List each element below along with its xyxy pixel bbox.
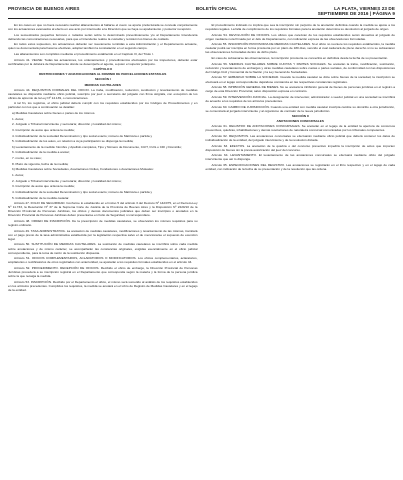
paragraph: Las allanamientos son cumplidos mediante el procedimiento establecido en el Capítulo III, del Título I. (14, 52, 154, 57)
page-header (8, 6, 395, 19)
list-item: 5. Individualización de la medida cautelar. (12, 195, 70, 200)
list-item: 6. Individualización de la medida a anotar; (12, 150, 70, 155)
paragraph: Artículo 60. CAMBIO DE JURISDICCIÓN. Cuando una entidad con medida cautelar inscripta cambie su domicilio a otra jurisdicción, se comunicará al juzgado interviniente y al organismo de contralor de la nueva jurisdicción. (205, 104, 395, 113)
paragraph: En todos estos supuestos, los actuaciones deberán ser nuevamente remitidas a esta Administración y el Departamento actuante, quien se documentará para hacerse efectivas, adoptar también la constatación en el segundo campo. (8, 42, 198, 51)
left-column (8, 23, 198, 293)
list-item: 4. Individualización de la sociedad Denominación y tipo social exacto; número de Matrícula o partida y (12, 189, 152, 194)
list-item: 1. Autos; (12, 116, 25, 121)
paragraph: Artículo 59. INTERVENCIÓN JUDICIAL. La designación de interventor, administrador o veedor judicial en una sociedad se inscribirá de acuerdo a los requisitos de los artículos precedentes. (205, 94, 395, 103)
list-item: 3. Inscripción de autos que ordena la medida; (12, 184, 75, 189)
paragraph: Artículo 65. ESPECIFICACIONES DEL REGISTRO. Las anotaciones se registrarán en el libro respectivo y en el legajo de cada entidad, con indicación de la fecha de su presentación y de la resolución que las ordena. (205, 163, 395, 172)
header-province: PROVINCIA DE BUENOS AIRES (8, 6, 80, 11)
section-heading: MEDIDAS CAUTELARES (84, 82, 121, 87)
list-item: b) Medidas Cautelares sobre Sociedades, Asociaciones Civiles, Fundaciones o Asociaciones Mutuales: (12, 167, 154, 172)
section-heading: ANOTACIONES CONCURSALES (276, 119, 324, 124)
paragraph: Artículo 50. SUSTITUCIÓN DE MEDIDAS CAUTELARES. La sustitución de medidas cautelares se inscribirá sobre cada medida sobre anotaciones y de mismo carácter, se acompañarán las constancias originales, exigidas esencialmente en el oficio judicial correspondiente, para la toma de razón de la sustitución dispuesta. (8, 242, 198, 255)
section-heading: SECCIÓN II (291, 114, 309, 119)
paragraph: Artículo 61. REGISTRO DE ANOTACIONES CONCURSALES. Se anotarán en el legajo de la entidad la apertura de concursos preventivos, quiebras, inhabilitaciones y demás resoluciones de naturaleza concursal comunicadas por los tribunales competentes. (205, 124, 395, 133)
paragraph: Artículo 49. TASA ADMINISTRATIVA. La anotación de medidas cautelares, modificaciones y levantamiento de las mismas, tramitará con el pago previo de la tasa administrativa establecida por la legislación respectiva salvo el de mencionarse el supuesto de exención legal. (8, 228, 198, 241)
list-item: 7. monto, en su caso; (12, 156, 42, 161)
paragraph: Artículo 54. DEVOLUCIÓN DE OFICIOS. Los oficios que carezcan de los requisitos establecidos serán devueltos al juzgado de origen mediante nota firmada por el Jefe de Departamento, con indicación expresa de las observaciones formuladas. (205, 32, 395, 41)
list-item: 2. Juzgado o Tribunal interviniente y secretaría; dirección y localidad del mismo; (12, 122, 122, 127)
paragraph: Artículo 64. LEVANTAMIENTO. El levantamiento de las anotaciones concursales se efectuará mediante oficio del juzgado interviniente que así lo disponga. (205, 153, 395, 162)
body-columns (8, 23, 395, 293)
list-item: 2. Juzgado o Tribunal interviniente y secretaría; dirección y localidad del mismo; (12, 178, 122, 183)
paragraph: Artículo 63. EFECTOS. La anotación de la quiebra o del concurso preventivo impedirá la inscripción de actos que importen disposición de bienes sin la previa autorización del juez del concurso. (205, 143, 395, 152)
paragraph: En los casos en que no fuera necesario realizar allanamientos al hallarse el cuest. se aporte prefecturada se concede conjuntamente con los actuaciones evacuados al efecto en ese acto por intermedio a la Dirección que se haya su apodamiento y posterior recepción. (8, 23, 198, 32)
paragraph: Artículo 41. VEASE: Todas las actuaciones, los ordenamientos y procedimientos efectuados por los inspectores, deberán estar certificadas por la Jefatura de Departamento donde se desempeñe el agente, a quien el superior jerárquico. (8, 57, 198, 66)
paragraph: Artículo 44. REQUISITOS FORMALES DEL OFICIO. La traba, modificación, reducción, sustitución y levantamiento de medidas cautelares se dispondrá mediante oficio judicial, suscripto por juez o secretario del juzgado con firma ológrafa, con excepción de los oficios de apremio de la Ley Nº 14.139, o comunicaciones. (8, 87, 198, 100)
list-item: 1. Autos; (12, 173, 25, 178)
paragraph: En caso de subsanarse las observaciones, la inscripción provisoria se convertirá en definitiva desde la fecha de su presentación. (211, 56, 389, 61)
list-item: 8. Plazo de vigencia, fecha de la medida; (12, 161, 69, 166)
paragraph: A tal fin, los registros, el oficio judicial deberá cumplir con los requisitos establecidos por los Códigos de Procedimientos y en particular con los que a continuación se detallan: (8, 101, 198, 110)
paragraph: Artículo 62. REQUISITOS. Las anotaciones concursales se efectuarán mediante oficio judicial que deberá contener los datos de individualización de la entidad, del juzgado interviniente y de la resolución dictada. (205, 134, 395, 143)
paragraph: Artículo 47. FOLIO DE SEGURIDAD. Conforme lo establecido en el inciso 5 del artículo 3 del Decreto Nº 1423/75, en el Decreto-Ley Nº 11.733, la Resolución Nº 37 de la Suprema Corte de Justicia de la Provincia de Buenos Aires y la Disposición Nº 2220/10 de la Dirección Provincial de Personas Jurídicas, los oficios y demás documentos judiciales que deben ser inscriptos o anotados en la Dirección Provincial de Personas Jurídicas deben presentarse en Folio de Seguridad, si correspondiere. (8, 201, 198, 218)
list-item: 5. Individualización de los autos, en relación a cuya participación se disponga la medida; (12, 139, 134, 144)
paragraph: El procedimiento indicado no implica que sea la inscripción sin perjuicio de la anotación definitiva cuando la medida se ajuste a los requisitos legales. La falta de cumplimiento de los requisitos formales para la anotación determina su devolución al juzgado de origen. (205, 23, 395, 32)
paragraph: Artículo 56. MEDIDAS CAUTELARES SOBRE CUOTAS Y PARTES SOCIALES. Se anotarán la traba, modificación, sustitución, reducción y levantamiento de embargos y otras medidas cautelares sobre cuotas o partes sociales, de conformidad con las disposiciones del Código Civil y Comercial de la Nación y la Ley General de Sociedades. (205, 61, 395, 74)
section-heading: CAPÍTULO II (93, 67, 112, 72)
paragraph: Artículo 53. INSCRIPCIÓN. Recibido por el Departamento el oficio, el mismo será sometido al análisis de los requisitos establecidos en los artículos precedentes. Cumplidos los requisitos, la medida se anotará en el Libro de Registro de Medidas Cautelares y en el legajo de la entidad. (8, 279, 198, 292)
right-column (206, 23, 396, 293)
paragraph: Artículo 58. INHIBICIÓN GENERAL DE BIENES. No se anotará la inhibición general de bienes de personas jurídicas en el registro a cargo de esta Dirección Provincial, salvo disposición expresa en contrario. (205, 85, 395, 94)
paragraph: Artículo 52. PROCEDIMIENTO. RECEPCIÓN DE OFICIOS. Recibido el oficio de embargo, la Dirección Provincial de Personas Jurídicas procederá a su inscripción registral en el Departamento que corresponda según la materia y la forma de la persona jurídica sobre la que recaiga la medida. (8, 265, 198, 278)
list-item: a) Medidas Cautelares sobre bienes o partes de los mismos. (12, 111, 96, 115)
section-heading: RESTRICCIONES Y ADJUDICACIONES AL DOMINIO DE PARCELACIONES ESTATALES (39, 72, 167, 77)
section-heading: SECCIÓN I (94, 77, 111, 82)
list-item: 4. Individualización de la sociedad Denominación y tipo social exacto; número de Matrícula o partida y (12, 133, 152, 138)
paragraph: Los secuestrados pequeños ferrosos o rodados serán sobre lo determinado preventivamente y/o al Departamento Intendencia debiendo las comunicaciones necesarias, para que el Intendente realice la custodia y remisión los bienes de cuidado. (8, 32, 198, 41)
list-item: 3. Inscripción de autos que ordena la medida; (12, 127, 75, 132)
paragraph: Artículo 57. EMBARGO SOBRE LA SOCIEDAD. Cuando la medida cautelar se dicte sobre bienes de la sociedad, la inscripción se efectuará en el legajo correspondiente dejándose constancia en las respectivas constancias registrales. (205, 75, 395, 84)
paragraph: Artículo 48. ORDEN DE INSCRIPCIÓN. De la prescripción de medidas cautelares, se observarán los mismos requisitos para su registro ordinario. (8, 219, 198, 228)
list-item: b) Levantamiento de la medida: Nombre y Apellido completos, Tipo y Número de Documento, CUIT, CUIL o CDI y Domicilio; (12, 144, 182, 149)
paragraph: Artículo 51. OFICIOS COMPLEMENTARIOS, ACLARATORIOS O MODIFICATORIOS. Los oficios complementarios, aclaratorios, ampliatorios o rectificatorios de otros registrados con anterioridad, se ajustarán a los requisitos formales establecidos en el artículo 44. (8, 256, 198, 265)
header-date-page: LA PLATA, VIERNES 23 DE SEPTIEMBRE DE 2016 | PÁGINA 9 (317, 6, 395, 16)
paragraph: Artículo 55. INSCRIPCIÓN PROVISORIA DE MEDIDAS CAUTELARES. Si el oficio no reuniere los requisitos establecidos, la medida cautelar podrá ser inscripta en forma provisoria por un plazo de 180 días, vencido el cual caducará de pleno derecho si no se subsanaren las observaciones formuladas dentro de dicho plazo. (205, 42, 395, 55)
header-publication: BOLETÍN OFICIAL (195, 6, 238, 11)
